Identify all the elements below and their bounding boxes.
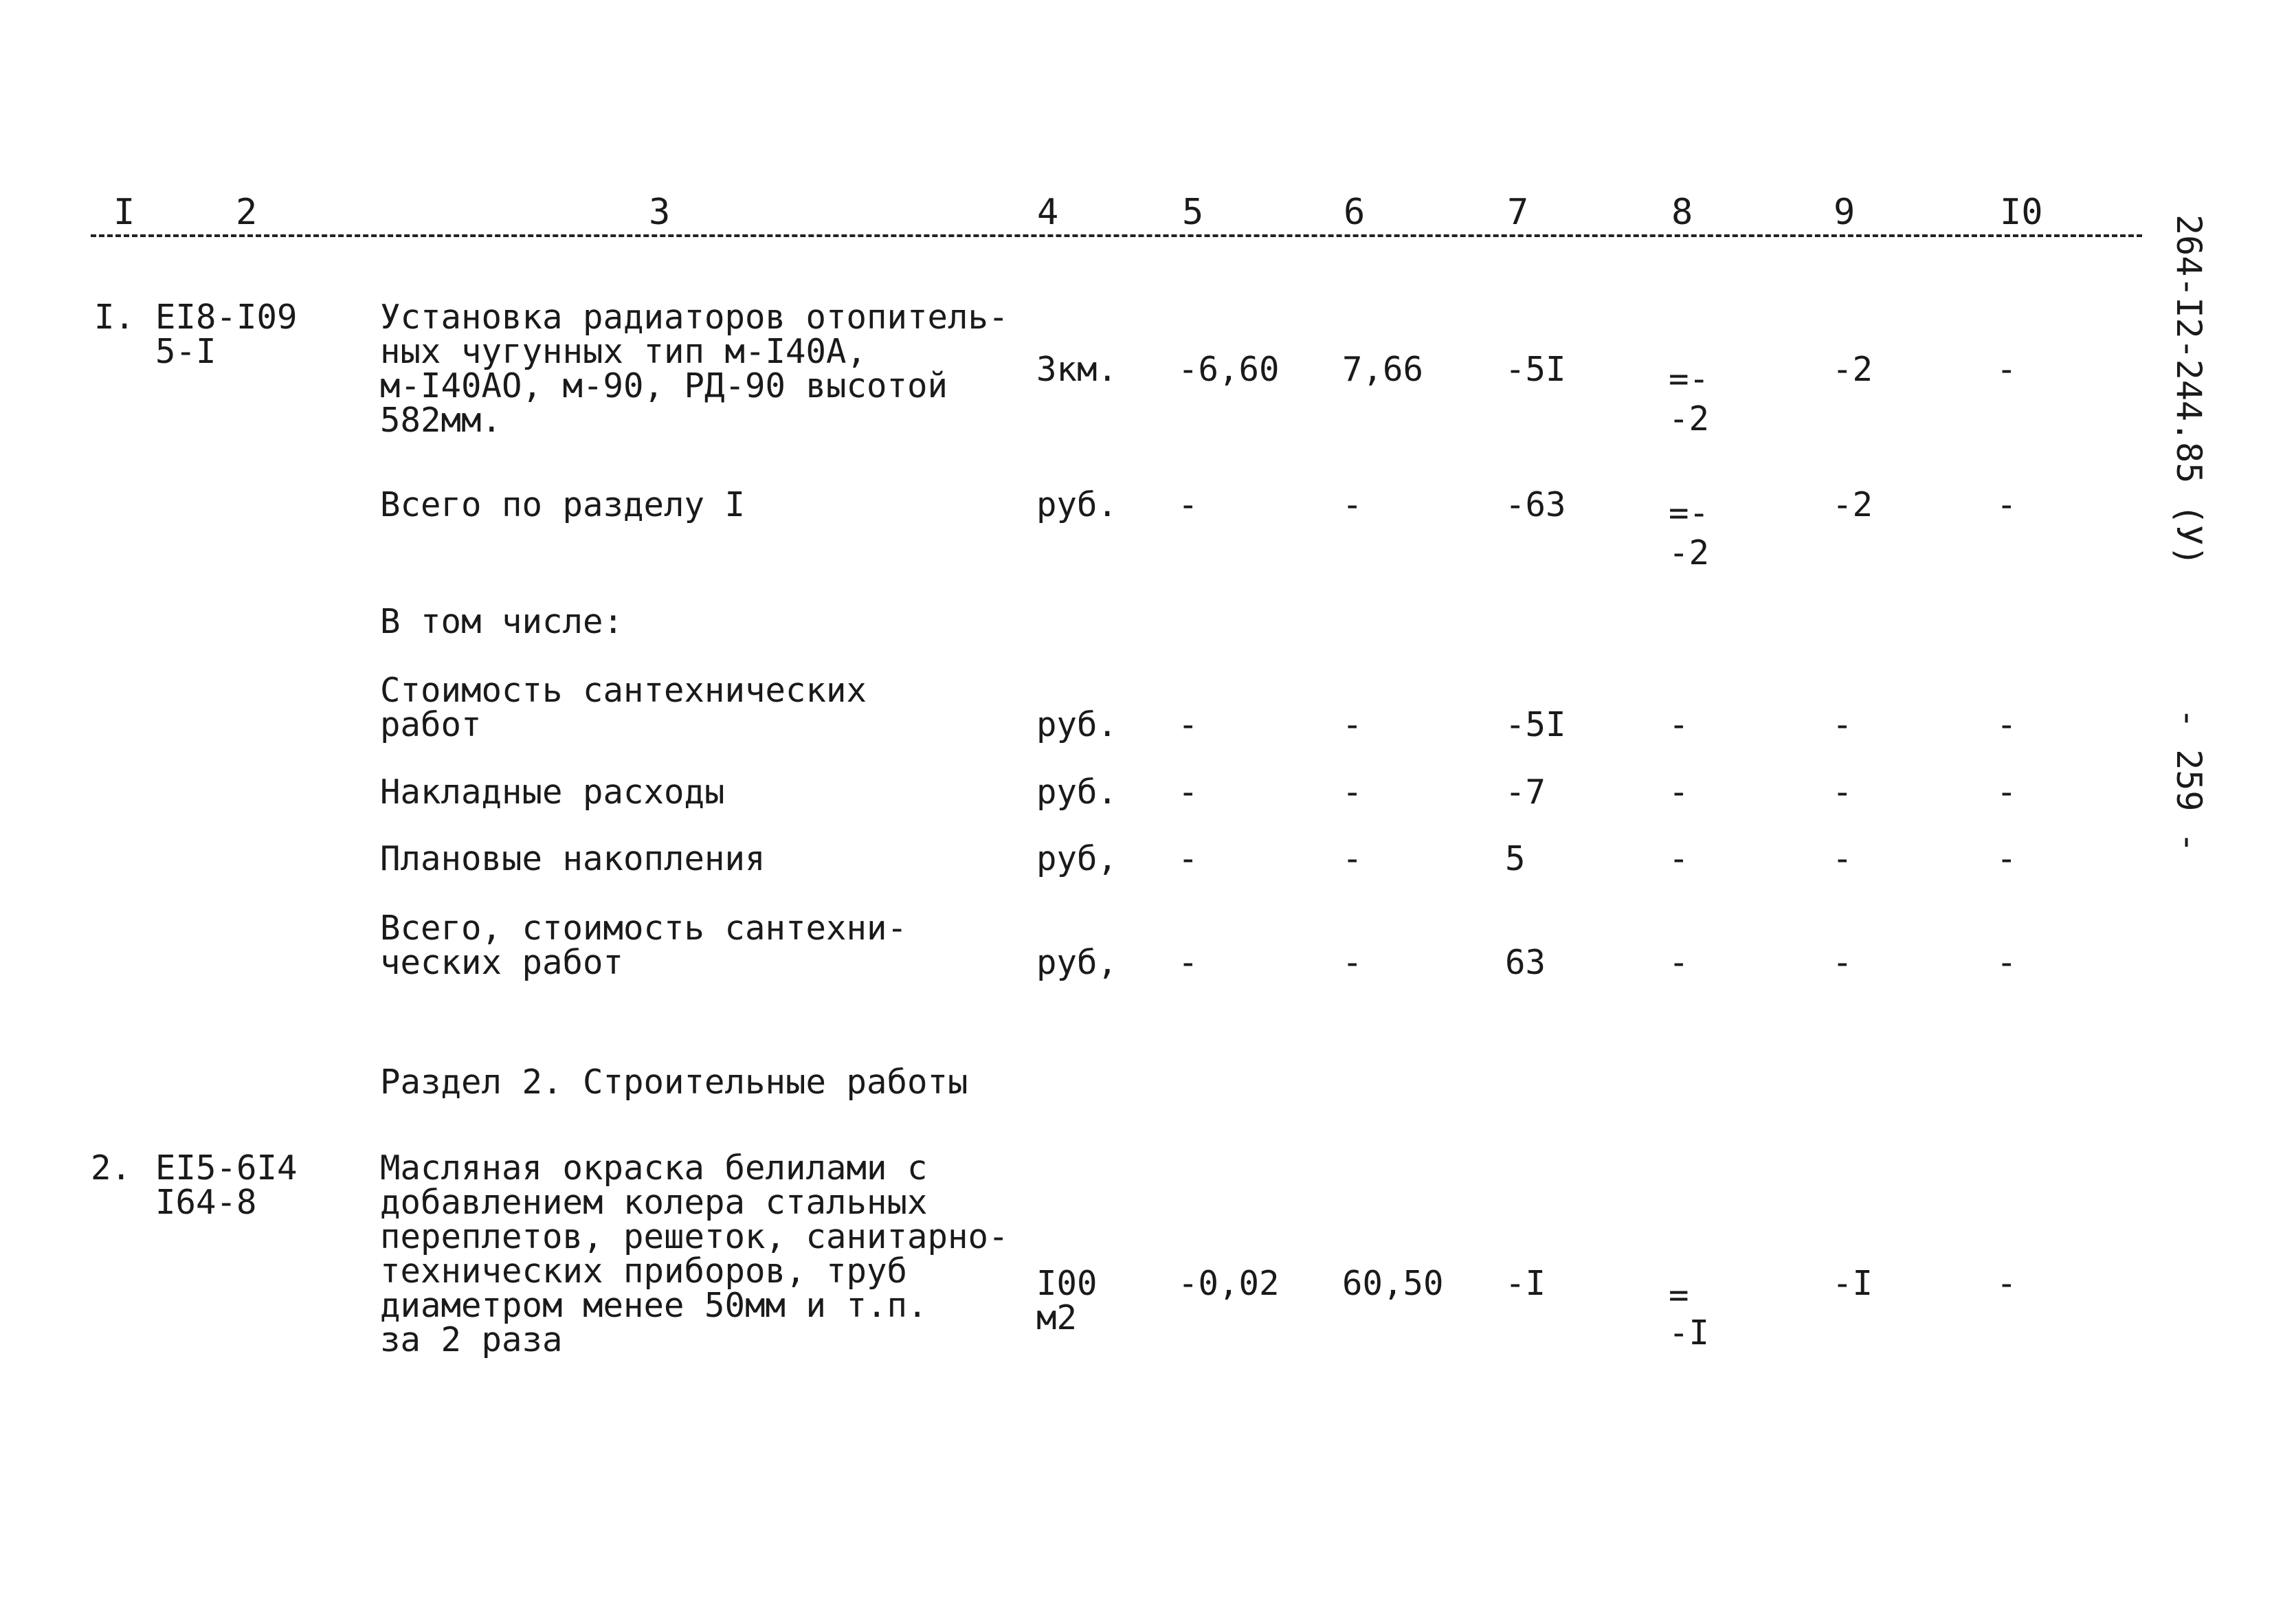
col8-value-top: = (1669, 1276, 1689, 1315)
column-header-10: I0 (2000, 192, 2043, 233)
col8-value: - (1669, 839, 1689, 878)
rate-code: EI5-6I4 (155, 1148, 298, 1188)
unit-quantity: I00 (1036, 1264, 1098, 1303)
col8-value: - (1669, 772, 1689, 812)
column-header-6: 6 (1344, 192, 1366, 233)
col10-value: - (1996, 1264, 2017, 1303)
col9-value: - (1832, 705, 1853, 744)
column-header-1: I (113, 192, 135, 233)
col5-value: - (1178, 943, 1199, 982)
column-header-3: 3 (649, 192, 671, 233)
col5-value: -6,60 (1178, 350, 1280, 389)
work-description: Установка радиаторов отопитель- ных чугунных тип м-I40А, м-I40АО, м-90, РД-90 высотой 582мм. (380, 298, 1009, 440)
col8-value-bottom: -2 (1669, 533, 1710, 572)
col5-value: - (1178, 705, 1199, 744)
col9-value: - (1832, 943, 1853, 982)
rate-code: EI8-I09 (155, 298, 298, 337)
col10-value: - (1996, 485, 2017, 524)
rate-code-sub: I64-8 (155, 1183, 257, 1222)
including-label: В том числе: (380, 602, 624, 641)
unit: 3км. (1036, 350, 1118, 389)
section-heading: Раздел 2. Строительные работы (380, 1063, 968, 1102)
col7-value: -5I (1505, 350, 1566, 389)
cost-item-label: Накладные расходы (380, 772, 725, 812)
column-header-4: 4 (1037, 192, 1059, 233)
page-number: - 259 - (2169, 708, 2209, 853)
row-number: 2. (91, 1148, 132, 1188)
document-code: 264-I2-244.85 (У) (2169, 214, 2209, 566)
col8-value-bottom: -I (1669, 1313, 1710, 1353)
col6-value: 7,66 (1342, 350, 1424, 389)
col6-value: 60,50 (1342, 1264, 1444, 1303)
work-description: Масляная окраска белилами с добавлением колера стальных переплетов, решеток, санитарно- технических приборов, труб диаметром менее 50мм и т.п. за 2 раза (380, 1148, 1009, 1359)
col8-value-top: =- (1669, 493, 1710, 533)
col6-value: - (1342, 485, 1363, 524)
column-header-5: 5 (1182, 192, 1204, 233)
column-header-7: 7 (1507, 192, 1529, 233)
unit: руб. (1036, 485, 1118, 524)
col8-value: - (1669, 705, 1689, 744)
unit: руб, (1036, 943, 1118, 982)
col7-value: -63 (1505, 485, 1566, 524)
col7-value: -I (1505, 1264, 1546, 1303)
col5-value: -0,02 (1178, 1264, 1280, 1303)
col6-value: - (1342, 772, 1363, 812)
col10-value: - (1996, 943, 2017, 982)
col6-value: - (1342, 705, 1363, 744)
col7-value: -7 (1505, 772, 1546, 812)
column-header-9: 9 (1834, 192, 1856, 233)
rate-code-sub: 5-I (155, 332, 216, 371)
unit: руб. (1036, 705, 1118, 744)
header-divider (91, 234, 2142, 237)
col7-value: 5 (1505, 839, 1526, 878)
col6-value: - (1342, 943, 1363, 982)
col6-value: - (1342, 839, 1363, 878)
section-total-label: Всего по разделу I (380, 485, 746, 524)
column-header-2: 2 (236, 192, 258, 233)
col9-value: - (1832, 839, 1853, 878)
col10-value: - (1996, 705, 2017, 744)
col5-value: - (1178, 839, 1199, 878)
col5-value: - (1178, 772, 1199, 812)
cost-item-label: Стоимость сантехнических работ (380, 671, 867, 744)
cost-total-label: Всего, стоимость сантехни- ческих работ (380, 909, 908, 982)
col7-value: -5I (1505, 705, 1566, 744)
col9-value: -I (1832, 1264, 1873, 1303)
col7-value: 63 (1505, 943, 1546, 982)
row-number: I. (94, 298, 135, 337)
unit: руб, (1036, 839, 1118, 878)
col10-value: - (1996, 772, 2017, 812)
cost-item-label: Плановые накопления (380, 839, 766, 878)
col8-value-bottom: -2 (1669, 399, 1710, 438)
col5-value: - (1178, 485, 1199, 524)
column-header-8: 8 (1671, 192, 1693, 233)
col10-value: - (1996, 350, 2017, 389)
unit: руб. (1036, 772, 1118, 812)
col9-value: -2 (1832, 350, 1873, 389)
col8-value-top: =- (1669, 359, 1710, 399)
col10-value: - (1996, 839, 2017, 878)
unit-measure: м2 (1036, 1298, 1078, 1337)
col9-value: -2 (1832, 485, 1873, 524)
col9-value: - (1832, 772, 1853, 812)
col8-value: - (1669, 943, 1689, 982)
